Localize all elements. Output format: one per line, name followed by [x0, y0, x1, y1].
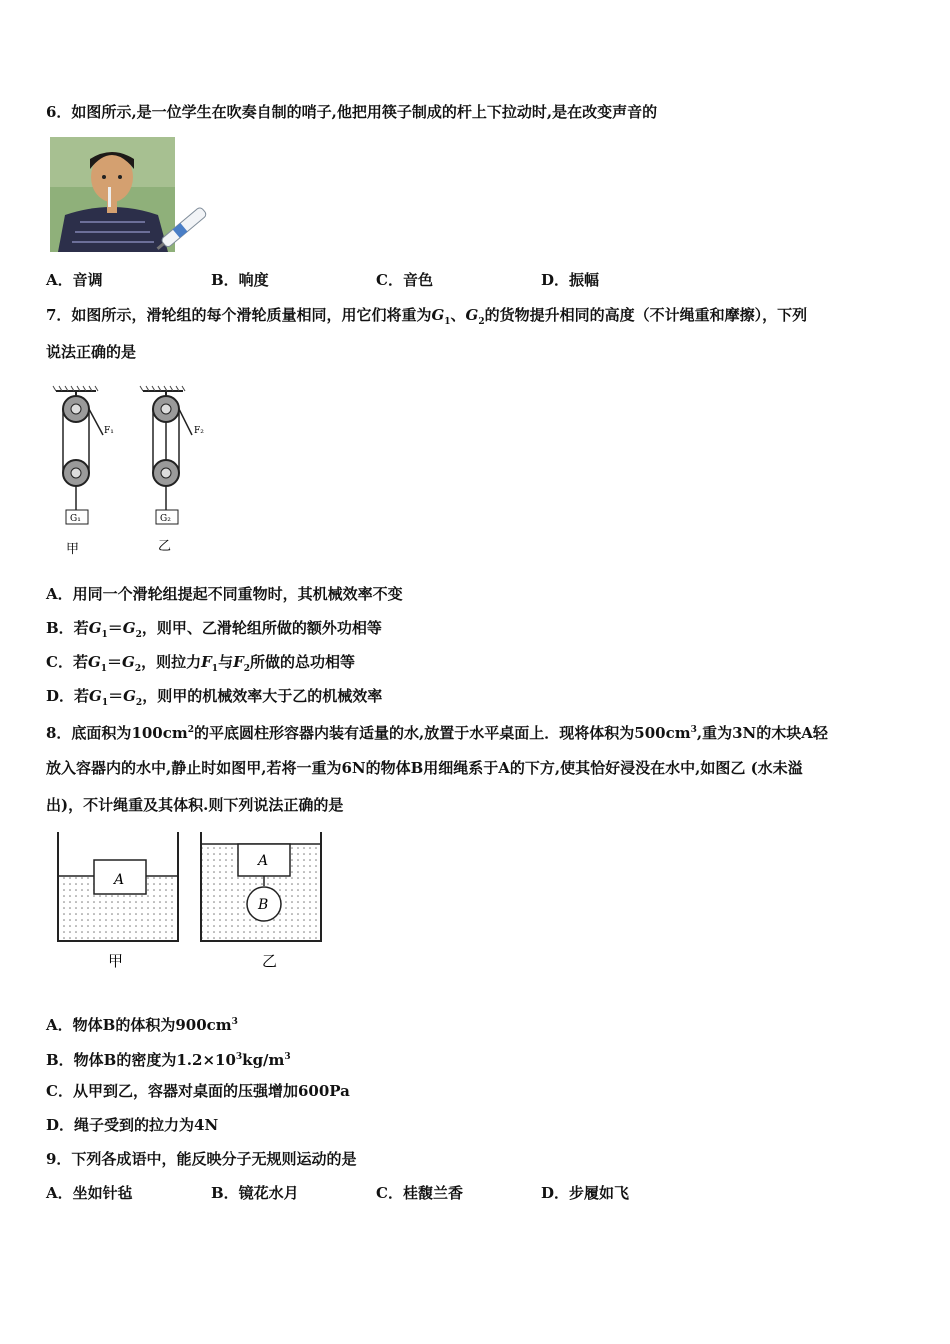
q8-stem-line2: 放入容器内的水中,静止时如图甲,若将一重为6N的物体B用细绳系于A的下方,使其恰好浸没在水中,如图乙 (水未溢: [46, 759, 803, 777]
container-diagram: [50, 828, 340, 978]
caption-yi: 乙: [158, 539, 172, 554]
q9-option-c: C．桂馥兰香: [376, 1184, 463, 1202]
q8-option-a: A．物体B的体积为$900cm^3$: [46, 1016, 238, 1034]
q7-stem-line1: 7．如图所示，滑轮组的每个滑轮质量相同，用它们将重为$G_1$、$G_2$的货物提升相同的高度（不计绳重和摩擦），下列: [46, 306, 808, 327]
student-whistle-photo: [50, 137, 210, 252]
q6-option-b: B．响度: [211, 271, 269, 289]
q6-option-c: C．音色: [376, 271, 433, 289]
q7-stem-line2: 说法正确的是: [46, 343, 137, 361]
force-label-f2: F₂: [194, 426, 204, 436]
caption-jia-8: 甲: [108, 952, 124, 970]
q9-option-a: A．坐如针毡: [46, 1184, 133, 1202]
q8-option-b: B．物体B的密度为$1.2\times 10^3kg/m^3$: [46, 1051, 291, 1069]
q6-stem: 6．如图所示,是一位学生在吹奏自制的哨子,他把用筷子制成的杆上下拉动时,是在改变声音的: [46, 103, 658, 121]
block-b: B: [258, 897, 269, 913]
q8-option-c: C．从甲到乙，容器对桌面的压强增加600Pa: [46, 1082, 350, 1100]
weight-label-g2: G₂: [160, 514, 171, 524]
q7-option-d: D．若$G_1=G_2$，则甲的机械效率大于乙的机械效率: [46, 687, 383, 708]
caption-yi-8: 乙: [262, 952, 278, 970]
weight-label-g1: G₁: [70, 514, 81, 524]
force-label-f1: F₁: [104, 426, 114, 436]
q8-option-d: D．绳子受到的拉力为4N: [46, 1116, 219, 1134]
q6-option-d: D．振幅: [541, 271, 600, 289]
q9-option-d: D．步履如飞: [541, 1184, 630, 1202]
caption-jia: 甲: [66, 542, 80, 557]
q8-stem-line1: 8．底面积为$100cm^2$的平底圆柱形容器内装有适量的水,放置于水平桌面上．现将体积为$500cm^3$,重为3N的木块A轻: [46, 724, 828, 742]
block-a-left: A: [114, 872, 125, 888]
q7-option-c: C．若$G_1=G_2$，则拉力$F_1$与$F_2$所做的总功相等: [46, 653, 356, 674]
q8-stem-line3: 出)，不计绳重及其体积.则下列说法正确的是: [46, 796, 344, 814]
q7-option-b: B．若$G_1=G_2$，则甲、乙滑轮组所做的额外功相等: [46, 619, 382, 640]
pulley-diagram: [48, 385, 218, 560]
q9-stem: 9．下列各成语中，能反映分子无规则运动的是: [46, 1150, 357, 1168]
block-a-right: A: [258, 853, 269, 869]
q7-option-a: A．用同一个滑轮组提起不同重物时，其机械效率不变: [46, 585, 403, 603]
q9-option-b: B．镜花水月: [211, 1184, 299, 1202]
q6-option-a: A．音调: [46, 271, 103, 289]
